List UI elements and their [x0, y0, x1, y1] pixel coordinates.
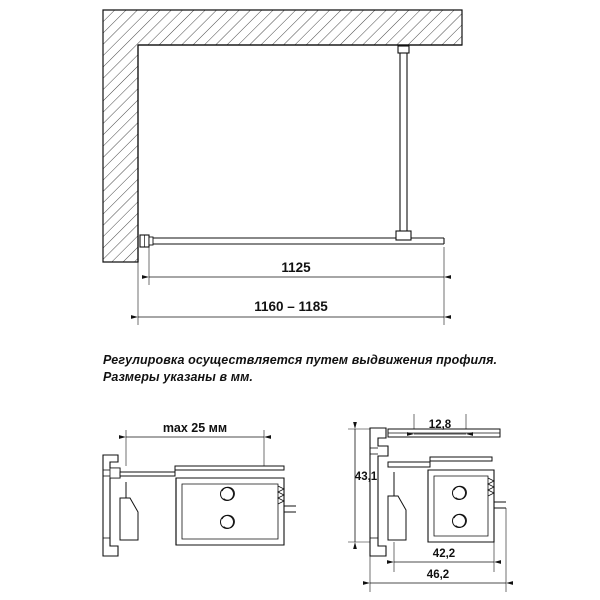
- note-block: [103, 352, 533, 386]
- detail-right-group: [348, 414, 506, 592]
- right-glass-profile: [428, 470, 506, 542]
- note-line-2: Размеры указаны в мм.: [103, 370, 253, 384]
- dim-profile-inner-width: 42,2: [432, 548, 456, 560]
- main-elevation-group: [103, 10, 462, 325]
- left-glass-profile: [176, 478, 296, 545]
- left-wall-profile: [103, 455, 120, 556]
- dim-profile-outer-width: 46,2: [426, 569, 450, 581]
- right-wall-profile: [370, 428, 388, 556]
- dim-overall-range: 1160 – 1185: [254, 299, 328, 314]
- dim-max-adjust: max 25 мм: [162, 421, 228, 435]
- dim-profile-height: 43,1: [354, 471, 378, 483]
- detail-left-group: [103, 421, 296, 556]
- dim-glass-width: 1125: [281, 260, 311, 275]
- wall-mount-profile: [140, 235, 153, 247]
- dim-profile-top-width: 12,8: [428, 419, 452, 431]
- note-line-1: Регулировка осуществляется путем выдвижения профиля.: [103, 353, 498, 367]
